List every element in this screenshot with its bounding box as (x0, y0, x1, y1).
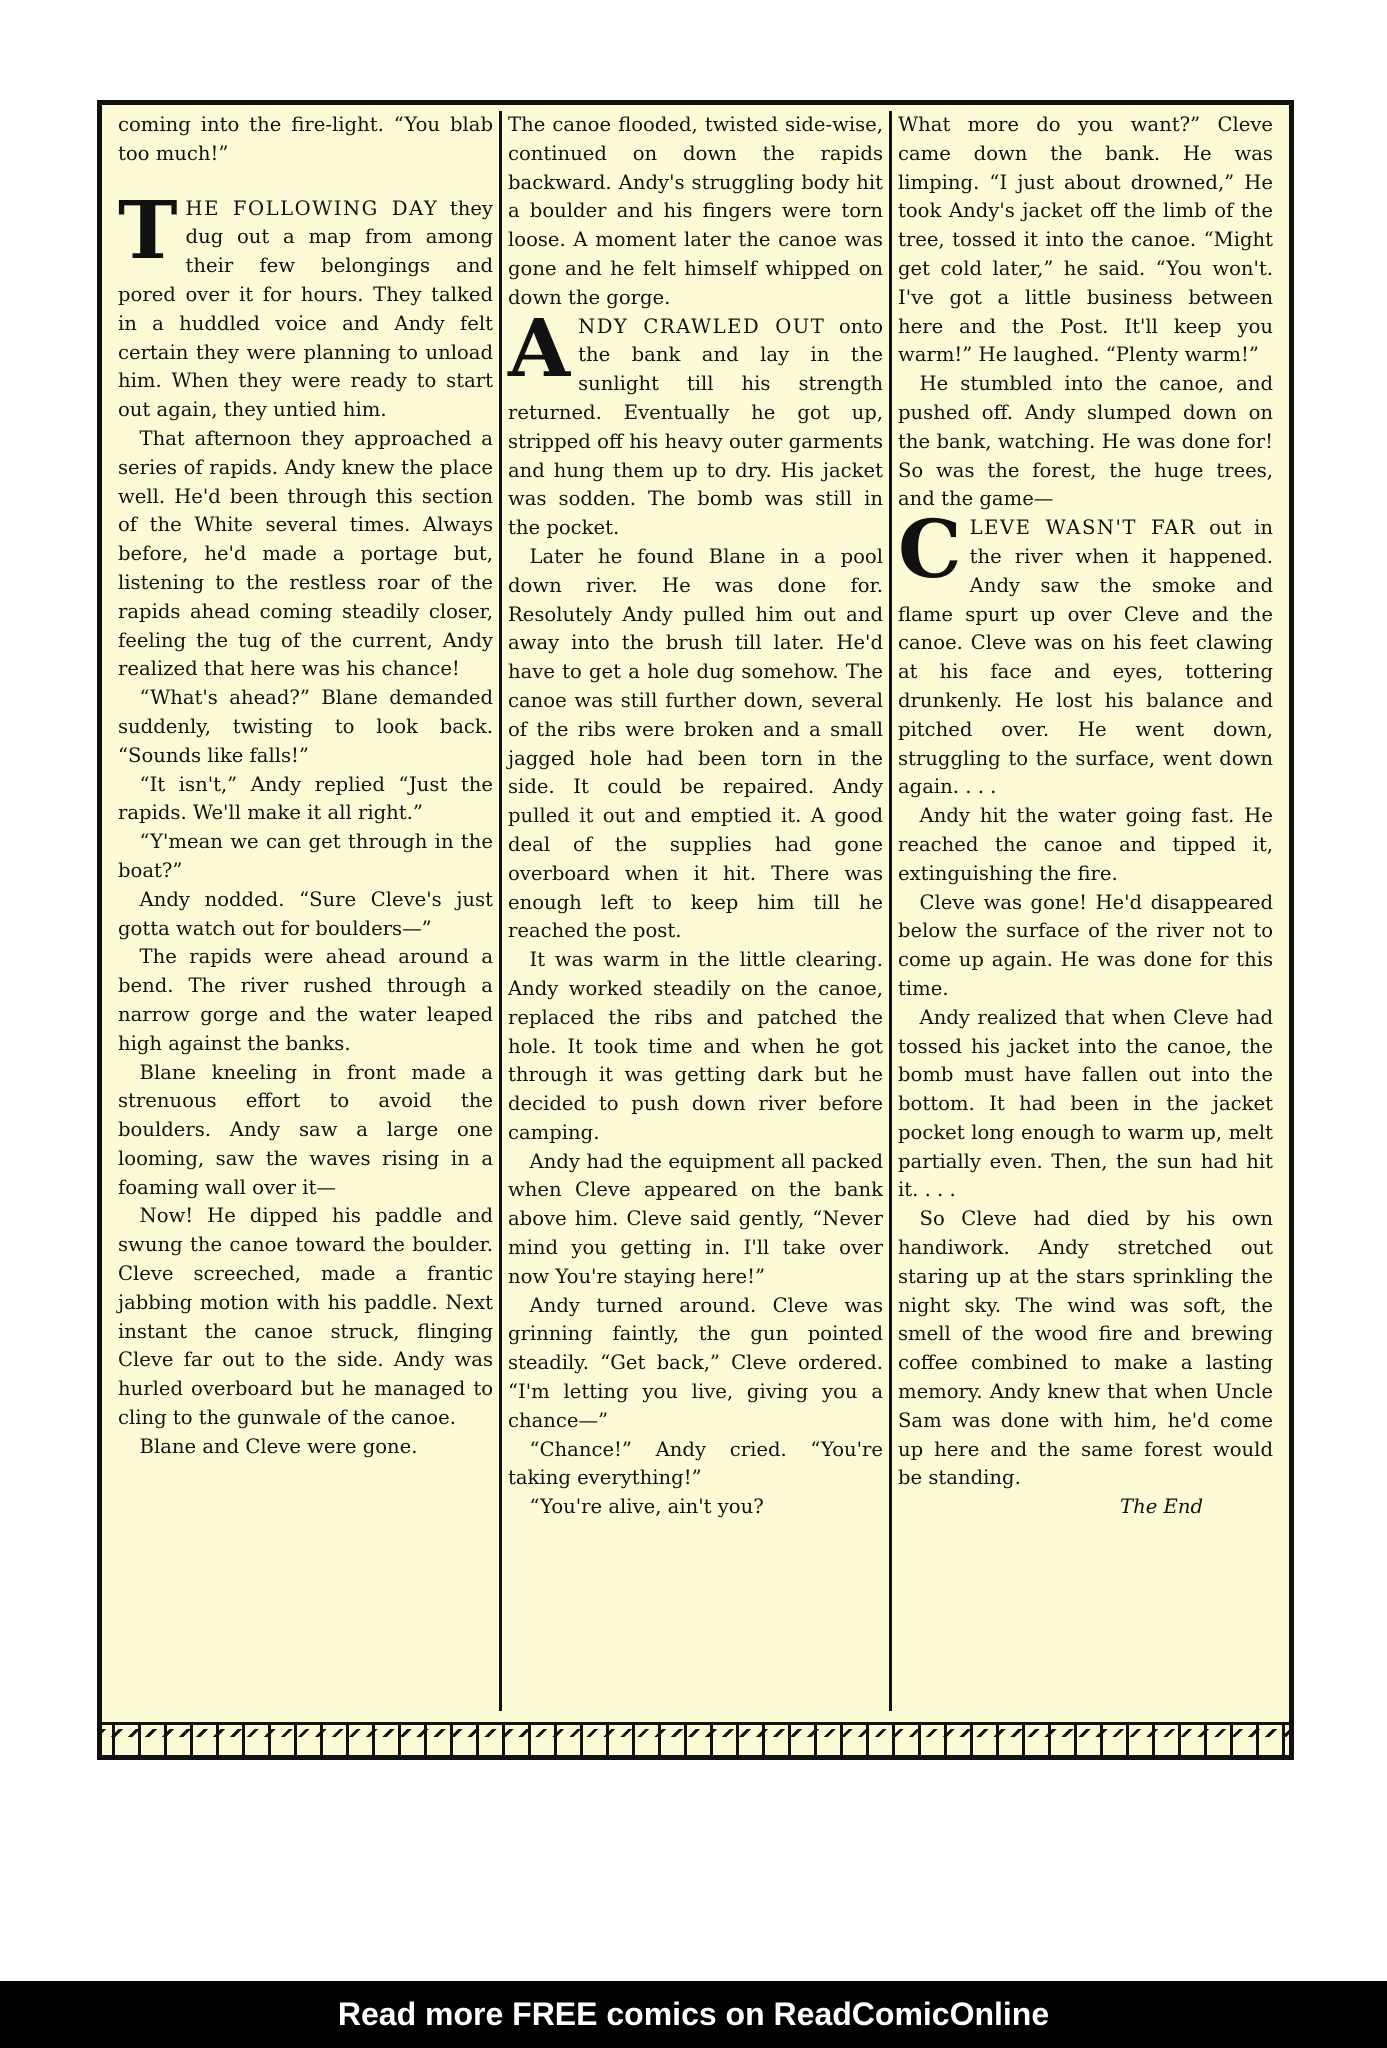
story-paragraph: “Y'mean we can get through in the boat?” (118, 830, 493, 882)
story-paragraph: Andy turned around. Cleve was grinning faintly, the gun pointed steadily. “Get back,” Cleve ordered. “I'm letting you live, giving you a chance—” (508, 1293, 883, 1432)
story-page (97, 100, 1294, 1760)
story-paragraph: “What's ahead?” Blane demanded suddenly, twisting to look back. “Sounds like falls!” (118, 686, 493, 767)
section-opening-paragraph (508, 300, 883, 543)
footer-banner[interactable] (0, 1981, 1387, 2048)
section-text: out in the river when it happened. Andy saw the smoke and flame spurt up over Cleve and the canoe. Cleve was on his feet clawing at his face and eyes, tottering drunkenly. He lost his balance and pitched over. He went down, struggling to the surface, went down again. . . . (898, 516, 1273, 799)
drop-cap: C (898, 502, 962, 597)
text-columns (112, 111, 1279, 1711)
decorative-border (102, 1722, 1289, 1755)
story-paragraph: He stumbled into the canoe, and pushed off. Andy slumped down on the bank, watching. He was done for! So was the forest, the huge trees, and the game— (898, 372, 1273, 511)
column-1 (112, 111, 499, 1711)
story-paragraph: What more do you want?” Cleve came down the bank. He was limping. “I just about drowned,” He took Andy's jacket off the limb of the tree, tossed it into the canoe. “Might get cold later,” he said. “You won't. I've got a little business between here and the Post. It'll keep you warm!” He laughed. “Plenty warm!” (898, 113, 1273, 367)
section-lead-in: NDY CRAWLED OUT (578, 314, 826, 338)
story-paragraph: Andy had the equipment all packed when Cleve appeared on the bank above him. Cleve said gently, “Never mind you getting in. I'll take over now You're staying here!” (508, 1149, 883, 1288)
story-paragraph: “You're alive, ain't you? (529, 1495, 764, 1519)
drop-cap: A (508, 300, 571, 395)
story-paragraph: So Cleve had died by his own handiwork. Andy stretched out staring up at the stars sprinkling the night sky. The wind was soft, the smell of the wood fire and brewing coffee combined to make a lasting memory. Andy knew that when Uncle Sam was done with him, he'd come up here and the same forest would be standing. (898, 1207, 1273, 1490)
story-paragraph: Blane kneeling in front made a strenuous effort to avoid the boulders. Andy saw a large one looming, saw the waves rising in a foaming wall over it— (118, 1060, 493, 1199)
story-paragraph: Andy hit the water going fast. He reached the canoe and tipped it, extinguishing the fire. (898, 804, 1273, 885)
section-opening-paragraph (898, 502, 1273, 802)
the-end-label: The End (1120, 1495, 1203, 1519)
story-paragraph: “Chance!” Andy cried. “You're taking everything!” (508, 1437, 883, 1490)
story-paragraph: “It isn't,” Andy replied “Just the rapids. We'll make it all right.” (118, 772, 493, 825)
story-paragraph: Blane and Cleve were gone. (139, 1434, 418, 1458)
section-lead-in: LEVE WASN'T FAR (969, 516, 1197, 540)
column-3 (892, 111, 1279, 1711)
drop-cap: T (118, 182, 178, 277)
section-lead-in: HE FOLLOWING DAY (185, 196, 439, 220)
story-paragraph: The rapids were ahead around a bend. The river rushed through a narrow gorge and the water leaped high against the banks. (118, 945, 493, 1055)
story-paragraph: It was warm in the little clearing. Andy worked steadily on the canoe, replaced the ribs and patched the hole. It took time and when he got through it was getting dark but he decided to push down river before camping. (508, 948, 883, 1144)
story-paragraph: Andy realized that when Cleve had tossed his jacket into the canoe, the bomb must have fallen out into the bottom. It had been in the jacket pocket long enough to warm up, melt partially even. Then, the sun had hit it. . . . (898, 1005, 1273, 1202)
story-paragraph: Cleve was gone! He'd disappeared below the surface of the river not to come up again. He was done for this time. (898, 890, 1273, 1000)
section-text: onto the bank and lay in the sunlight till his strength returned. Eventually he got up, stripped off his heavy outer garments and hung them up to dry. His jacket was sodden. The bomb was still in the pocket. (508, 314, 883, 540)
story-paragraph: Later he found Blane in a pool down river. He was done for. Resolutely Andy pulled him out and away into the brush till later. He'd have to get a hole dug somehow. The canoe was still further down, several of the ribs were broken and a small jagged hole had been torn in the side. It could be repaired. Andy pulled it out and emptied it. A good deal of the supplies had gone overboard when it hit. There was enough left to keep him till he reached the post. (508, 544, 883, 943)
story-paragraph: Now! He dipped his paddle and swung the canoe toward the boulder. Cleve screeched, made a frantic jabbing motion with his paddle. Next instant the canoe struck, flinging Cleve far out to the side. Andy was hurled overboard but he managed to cling to the gunwale of the canoe. (118, 1204, 493, 1430)
section-opening-paragraph (118, 182, 493, 425)
story-paragraph: That afternoon they approached a series of rapids. Andy knew the place well. He'd been through this section of the White several times. Always before, he'd made a portage but, listening to the restless roar of the rapids ahead coming steadily closer, feeling the tug of the current, Andy realized that here was his chance! (118, 426, 493, 681)
story-paragraph: Andy nodded. “Sure Cleve's just gotta watch out for boulders—” (118, 887, 493, 940)
story-paragraph: coming into the fire-light. “You blab too much!” (118, 113, 493, 165)
footer-text[interactable]: Read more FREE comics on ReadComicOnline (337, 1996, 1050, 2032)
column-2 (502, 111, 889, 1711)
story-paragraph: The canoe flooded, twisted side-wise, continued on down the rapids backward. Andy's struggling body hit a boulder and his fingers were torn loose. A moment later the canoe was gone and he felt himself whipped on down the gorge. (508, 113, 883, 309)
section-text: they dug out a map from among their few belongings and pored over it for hours. They talked in a huddled voice and Andy felt certain they were planning to unload him. When they were ready to start out again, they untied him. (118, 196, 493, 422)
